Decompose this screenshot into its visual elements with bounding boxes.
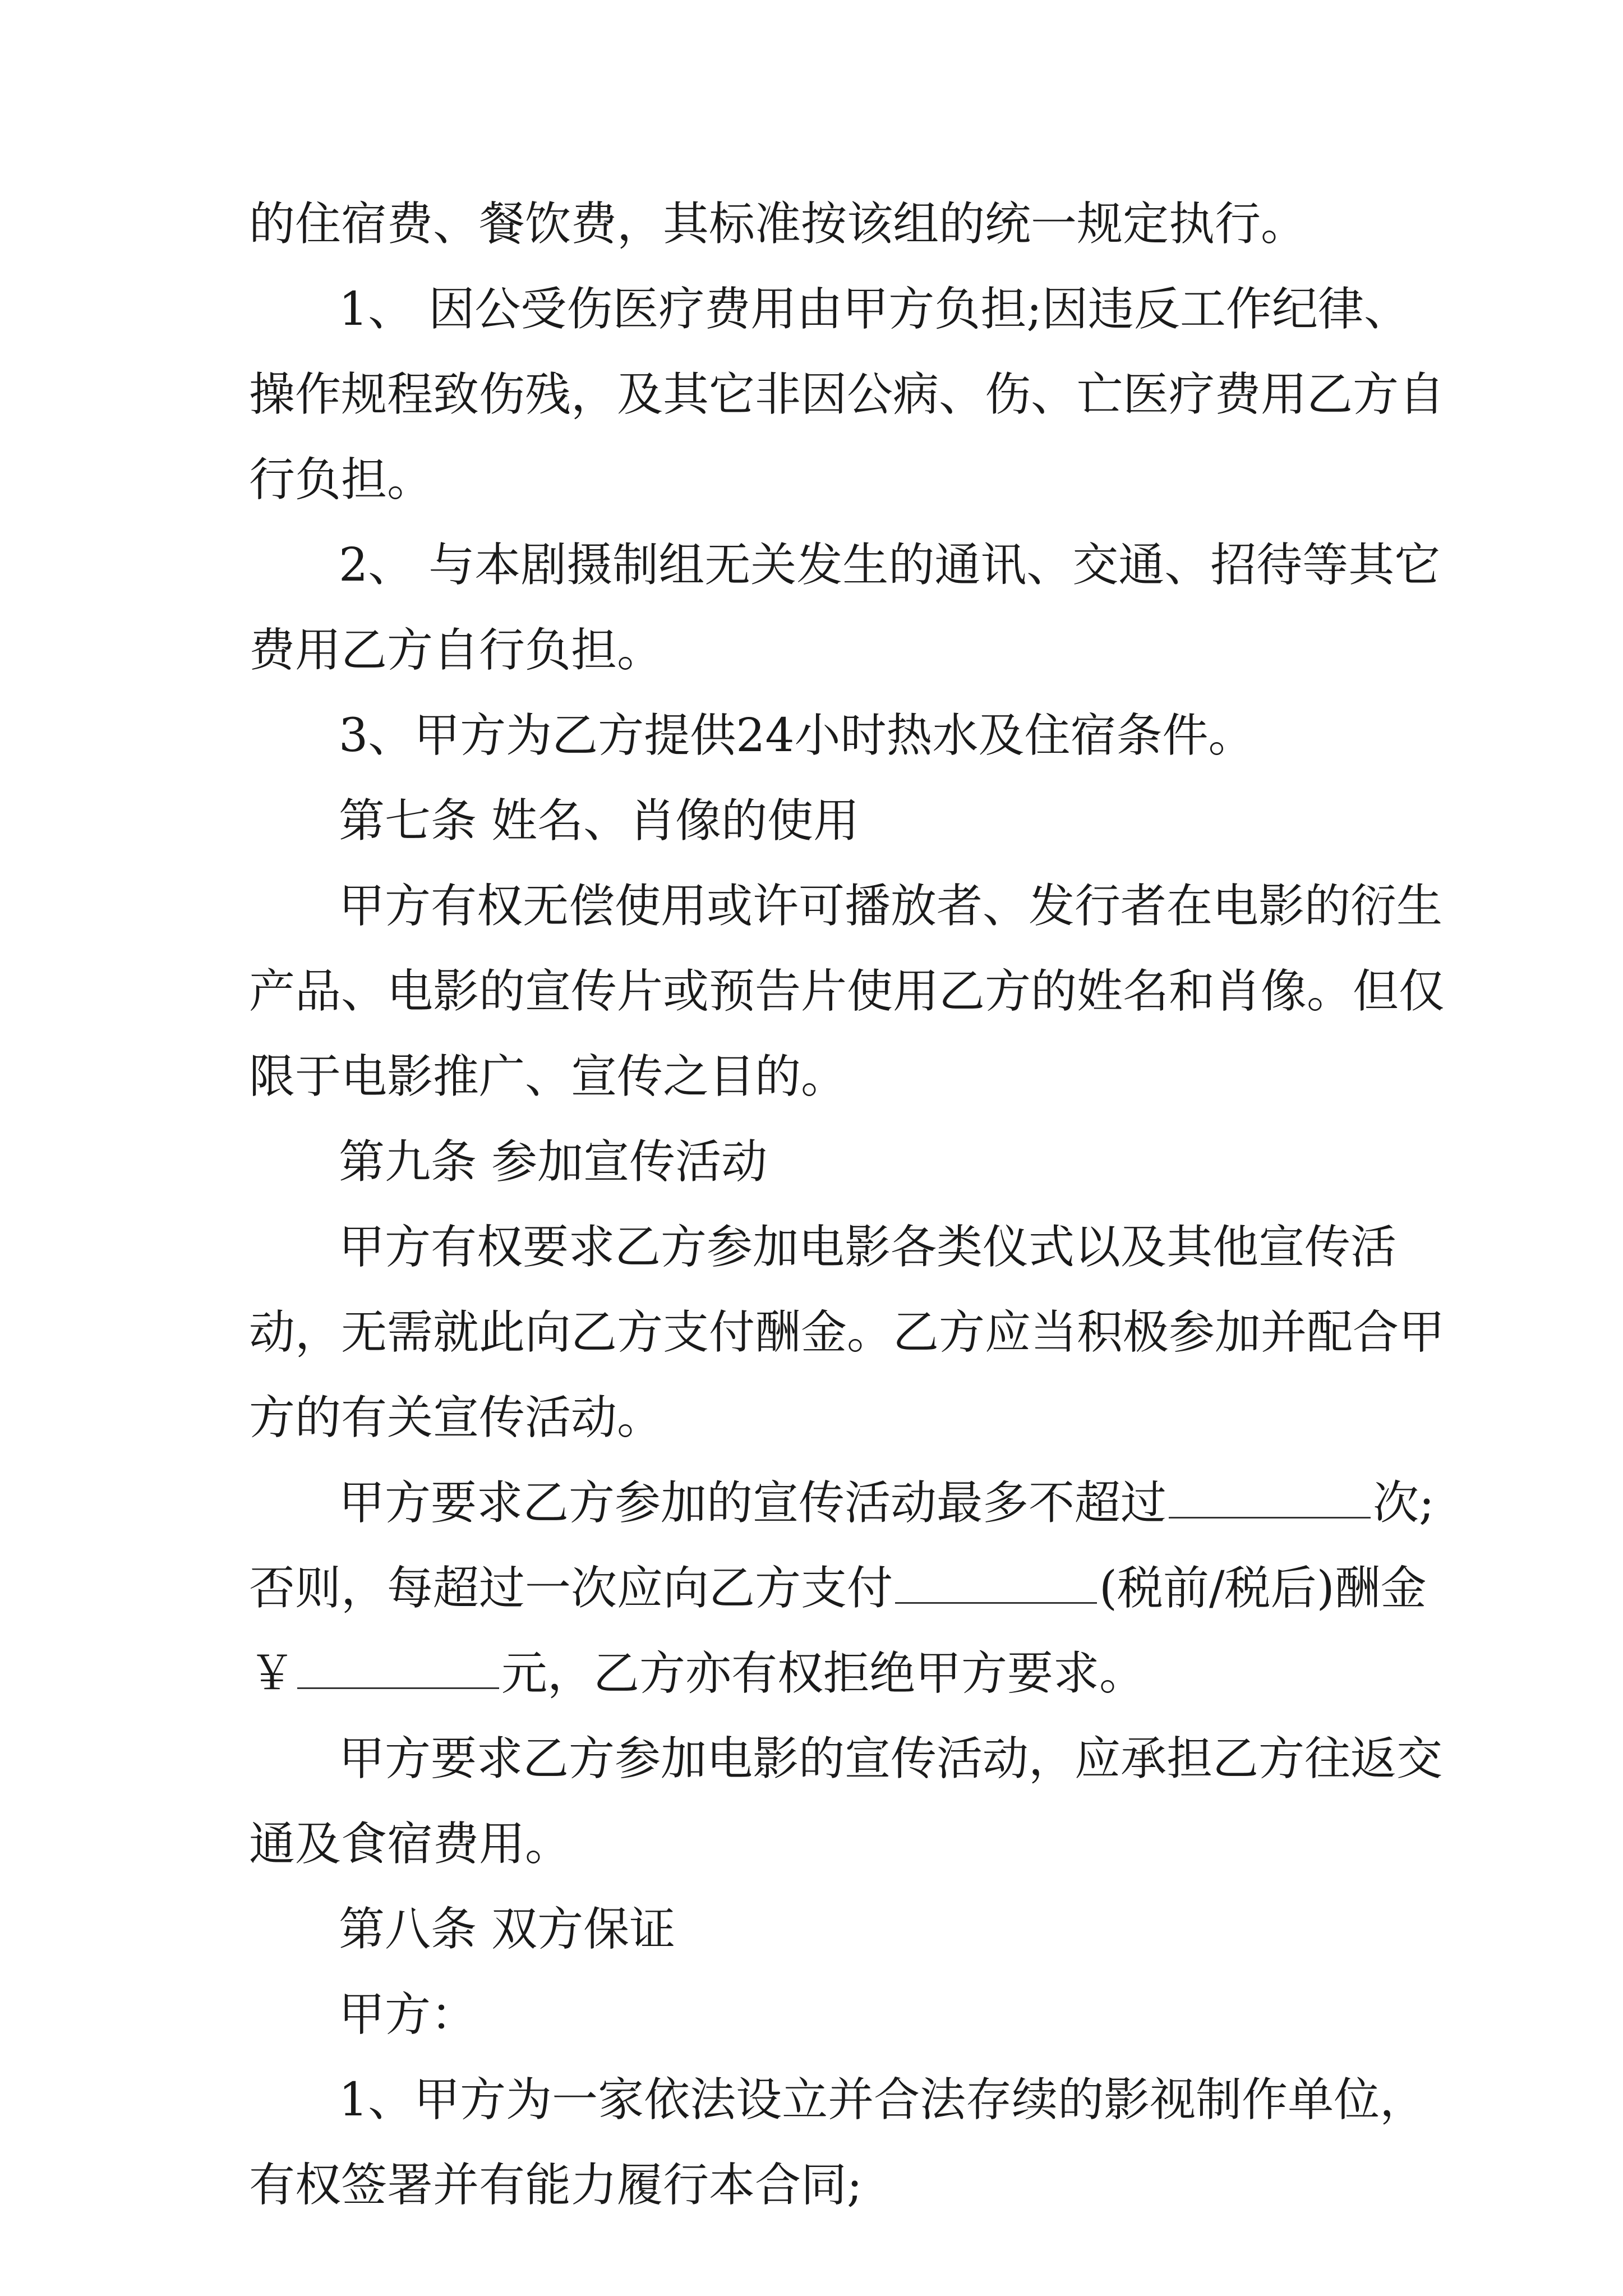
text-line [249, 1635, 1623, 1713]
text-line: 方的有关宣传活动。 [249, 1391, 663, 1444]
text-segment: (税前/税后)酬金 [1099, 1562, 1427, 1615]
text-segment: 否则，每超过一次应向乙方支付 [249, 1562, 893, 1615]
text-line: 甲方有权无偿使用或许可播放者、发行者在电影的衍生 [339, 880, 1443, 933]
text-line: 3、甲方为乙方提供24小时热水及住宿条件。 [339, 709, 1255, 762]
text-line: 限于电影推广、宣传之目的。 [249, 1050, 847, 1103]
text-segment: 次; [1373, 1476, 1435, 1530]
fill-in-blank [1169, 1471, 1371, 1519]
text-segment: 甲方要求乙方参加的宣传活动最多不超过 [339, 1476, 1167, 1530]
text-line: 甲方： [339, 1988, 477, 2041]
text-line: 甲方有权要求乙方参加电影各类仪式以及其他宣传活 [339, 1221, 1397, 1274]
fill-in-blank [895, 1556, 1097, 1604]
text-line: 1、甲方为一家依法设立并合法存续的影视制作单位， [339, 2073, 1426, 2127]
section-heading: 第七条 姓名、肖像的使用 [339, 794, 860, 848]
section-heading: 第九条 参加宣传活动 [339, 1135, 768, 1189]
text-line: 动，无需就此向乙方支付酬金。乙方应当积极参加并配合甲 [249, 1306, 1445, 1359]
fill-in-blank [297, 1641, 499, 1689]
text-line: 2、 与本剧摄制组无关发生的通讯、交通、招待等其它 [339, 539, 1441, 592]
text-line: 行负担。 [249, 453, 434, 507]
text-line: 有权签署并有能力履行本合同; [249, 2159, 863, 2212]
text-line: 1、 因公受伤医疗费用由甲方负担;因违反工作纪律、 [339, 283, 1410, 336]
text-line [339, 1464, 1623, 1543]
text-line: 甲方要求乙方参加电影的宣传活动，应承担乙方往返交 [339, 1732, 1443, 1786]
text-line: 产品、电影的宣传片或预告片使用乙方的姓名和肖像。但仅 [249, 965, 1445, 1018]
text-line: 通及食宿费用。 [249, 1818, 571, 1871]
text-segment: 元，乙方亦有权拒绝甲方要求。 [501, 1647, 1146, 1700]
text-line: 的住宿费、餐饮费，其标准按该组的统一规定执行。 [249, 197, 1307, 251]
text-line: 费用乙方自行负担。 [249, 624, 663, 677]
text-line [249, 1549, 1623, 1628]
text-segment: ￥ [249, 1647, 296, 1700]
section-heading: 第八条 双方保证 [339, 1903, 676, 1956]
text-line: 操作规程致伤残，及其它非因公病、伤、亡医疗费用乙方自 [249, 368, 1445, 421]
